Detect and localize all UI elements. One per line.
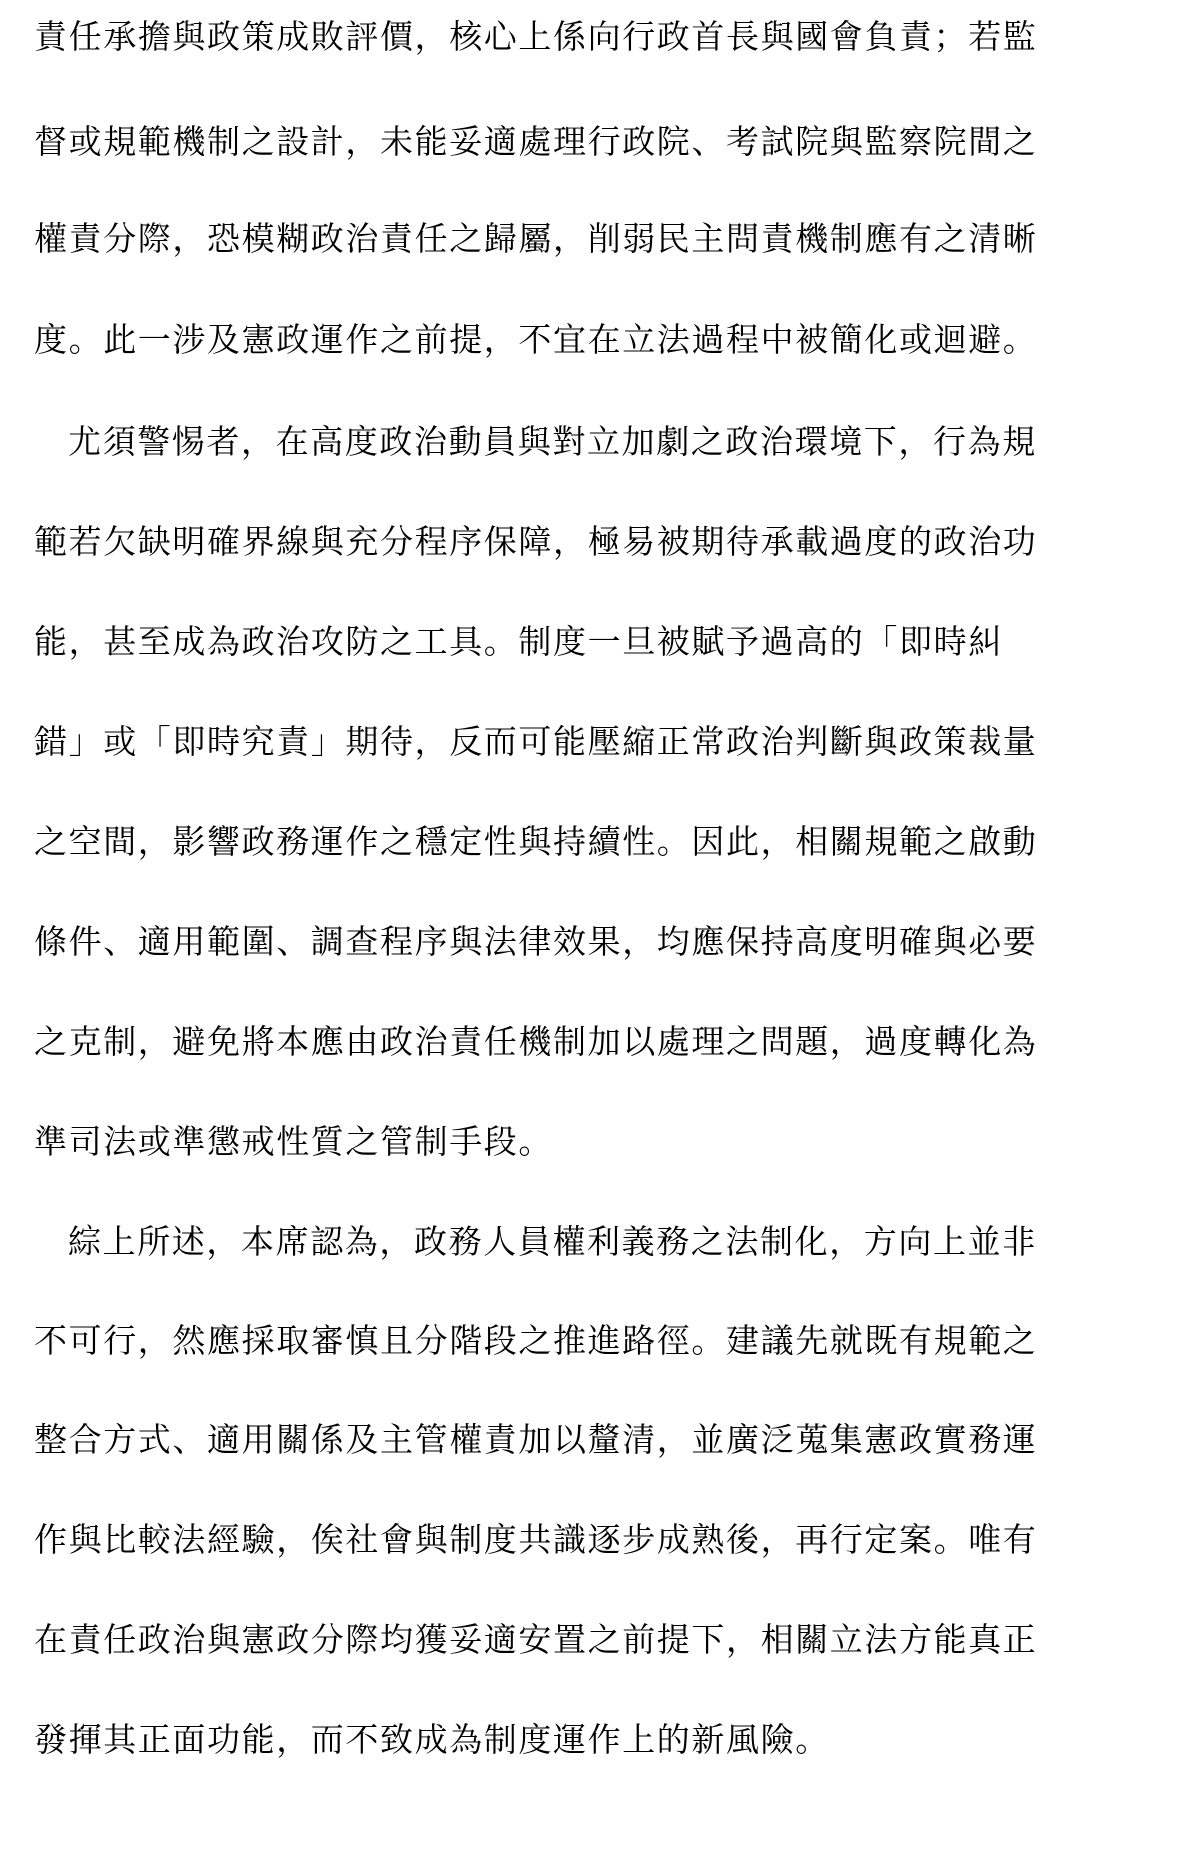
text-line: 責任承擔與政策成敗評價，核心上係向行政首長與國會負責；若監: [34, 17, 1038, 56]
text-line: 不可行，然應採取審慎且分階段之推進路徑。建議先就既有規範之: [34, 1321, 1038, 1360]
text-line: 能，甚至成為政治攻防之工具。制度一旦被賦予過高的「即時糾: [34, 622, 1003, 661]
text-line: 綜上所述，本席認為，政務人員權利義務之法制化，方向上並非: [68, 1222, 1037, 1261]
text-line: 準司法或準懲戒性質之管制手段。: [34, 1122, 553, 1161]
text-line: 之空間，影響政務運作之穩定性與持續性。因此，相關規範之啟動: [34, 822, 1038, 861]
text-line: 錯」或「即時究責」期待，反而可能壓縮正常政治判斷與政策裁量: [34, 722, 1038, 761]
text-line: 尤須警惕者，在高度政治動員與對立加劇之政治環境下，行為規: [68, 422, 1037, 461]
text-line: 發揮其正面功能，而不致成為制度運作上的新風險。: [34, 1720, 830, 1759]
text-line: 之克制，避免將本應由政治責任機制加以處理之問題，過度轉化為: [34, 1022, 1038, 1061]
text-line: 督或規範機制之設計，未能妥適處理行政院、考試院與監察院間之: [34, 122, 1038, 161]
text-line: 權責分際，恐模糊政治責任之歸屬，削弱民主問責機制應有之清晰: [34, 219, 1038, 258]
text-line: 作與比較法經驗，俟社會與制度共識逐步成熟後，再行定案。唯有: [34, 1520, 1038, 1559]
text-line: 條件、適用範圍、調查程序與法律效果，均應保持高度明確與必要: [34, 922, 1038, 961]
text-line: 整合方式、適用關係及主管權責加以釐清，並廣泛蒐集憲政實務運: [34, 1420, 1038, 1459]
text-line: 度。此一涉及憲政運作之前提，不宜在立法過程中被簡化或迴避。: [34, 320, 1038, 359]
text-line: 範若欠缺明確界線與充分程序保障，極易被期待承載過度的政治功: [34, 522, 1038, 561]
text-line: 在責任政治與憲政分際均獲妥適安置之前提下，相關立法方能真正: [34, 1620, 1038, 1659]
